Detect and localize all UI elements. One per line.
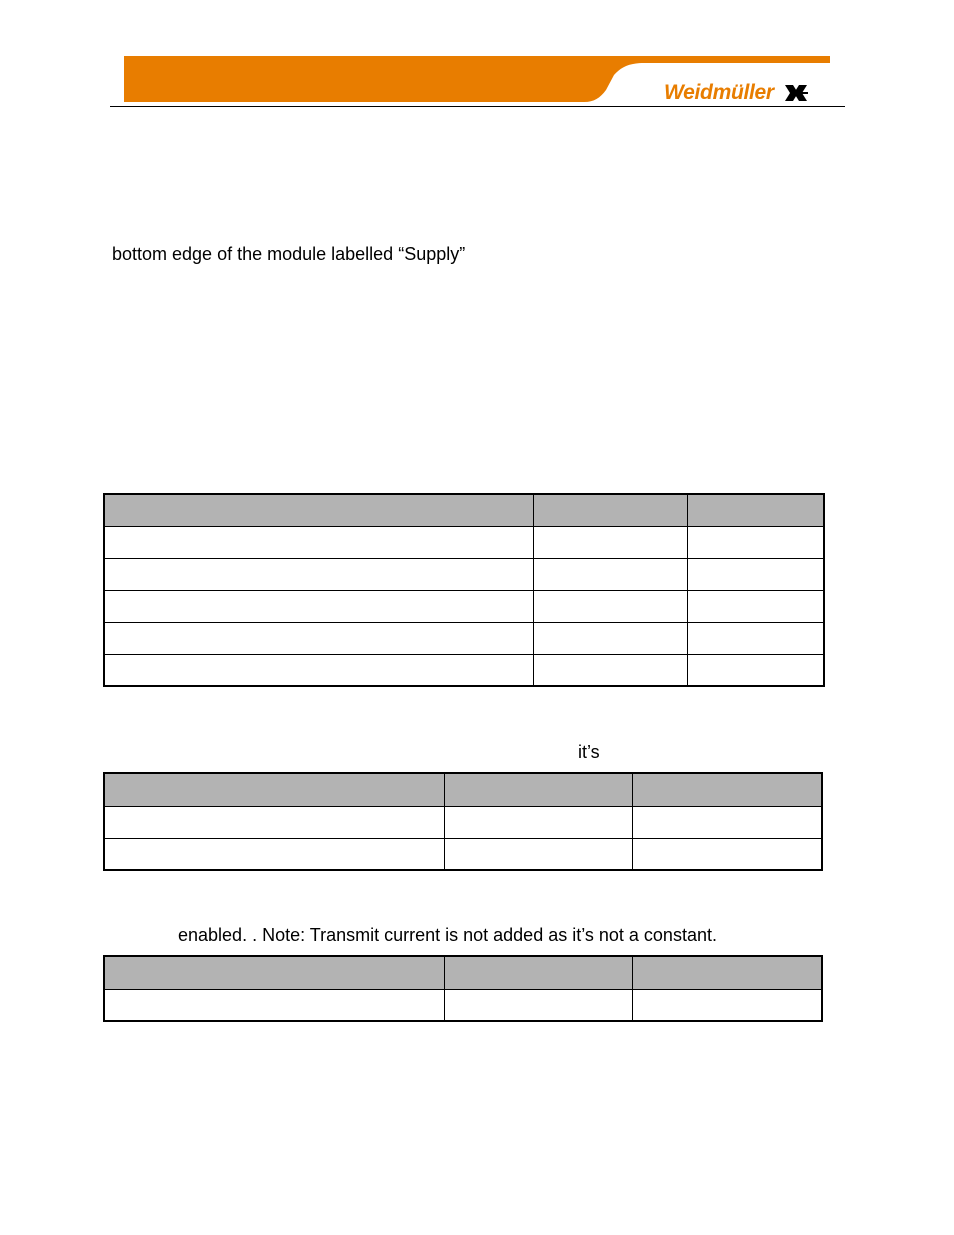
current-table-3: [103, 955, 823, 1022]
table-cell: [688, 526, 824, 558]
table-header-cell: [444, 956, 632, 989]
table-cell: [533, 622, 687, 654]
transmit-current-note: enabled. . Note: Transmit current is not added as it’s not a constant.: [178, 925, 717, 945]
table-cell: [104, 654, 533, 686]
table-cell: [632, 989, 822, 1021]
table-row: [104, 622, 824, 654]
brand-name: Weidmüller: [664, 81, 774, 104]
table-row: [104, 989, 822, 1021]
brand-logo: [664, 80, 809, 106]
table-cell: [104, 558, 533, 590]
supply-label-text: bottom edge of the module labelled “Supply”: [112, 244, 466, 264]
table-cell: [688, 590, 824, 622]
table-cell: [533, 590, 687, 622]
table-cell: [444, 838, 632, 870]
table-header-cell: [632, 956, 822, 989]
table-header-row: [104, 956, 822, 989]
header-divider: [110, 106, 845, 107]
table-row: [104, 654, 824, 686]
table-header-cell: [688, 494, 824, 526]
table-cell: [444, 989, 632, 1021]
table-row: [104, 838, 822, 870]
table-header-cell: [104, 773, 444, 806]
table-cell: [632, 838, 822, 870]
table-cell: [104, 622, 533, 654]
current-table-2: [103, 772, 823, 871]
table-cell: [104, 590, 533, 622]
table-header-row: [104, 494, 824, 526]
table-cell: [104, 989, 444, 1021]
table-row: [104, 590, 824, 622]
paragraph-fragment: it’s: [578, 742, 600, 762]
table-row: [104, 806, 822, 838]
table-header-cell: [444, 773, 632, 806]
table-cell: [104, 806, 444, 838]
table-cell: [104, 838, 444, 870]
table-cell: [533, 526, 687, 558]
table-header-cell: [533, 494, 687, 526]
table-cell: [632, 806, 822, 838]
table-header-cell: [104, 494, 533, 526]
table-cell: [533, 558, 687, 590]
table-header-cell: [104, 956, 444, 989]
table-cell: [444, 806, 632, 838]
table-cell: [688, 558, 824, 590]
table-cell: [533, 654, 687, 686]
table-header-cell: [632, 773, 822, 806]
table-cell: [688, 654, 824, 686]
weidmuller-cross-arrows-icon: [783, 81, 809, 105]
table-cell: [688, 622, 824, 654]
table-row: [104, 526, 824, 558]
table-cell: [104, 526, 533, 558]
table-row: [104, 558, 824, 590]
table-header-row: [104, 773, 822, 806]
current-table-1: [103, 493, 825, 687]
